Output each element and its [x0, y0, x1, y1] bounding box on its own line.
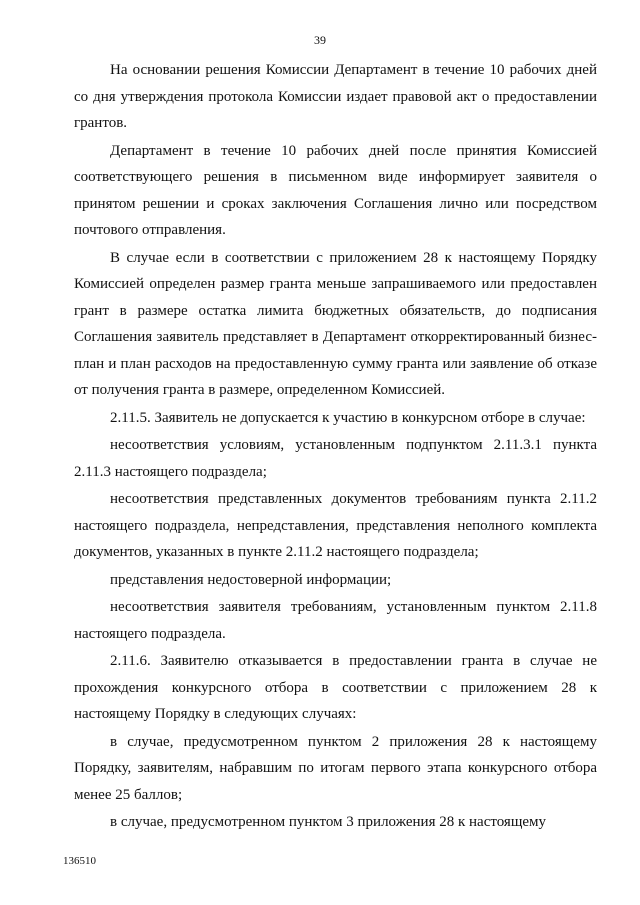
paragraph-reduced-grant: В случае если в соответствии с приложением 28 к настоящему Порядку Комиссией определен размер гранта меньше запрашиваемого или предоставлен грант в размере остатка лимита бюджетных обязательств, до подписания Соглашения заявитель представляет в Департамент откорректированный бизнес-план и план расходов на предоставленную сумму гранта или заявление об отказе от получения гранта в размере, определенном Комиссией.: [74, 249, 597, 398]
paragraph-decision-act: На основании решения Комиссии Департамент в течение 10 рабочих дней со дня утверждения протокола Комиссии издает правовой акт о предоставлении грантов.: [74, 62, 597, 131]
paragraph-applicant-requirements: несоответствия заявителя требованиям, установленным пунктом 2.11.8 настоящего подраздела.: [74, 599, 597, 642]
document-body: [74, 57, 597, 836]
paragraph-condition-mismatch: несоответствия условиям, установленным подпунктом 2.11.3.1 пункта 2.11.3 настоящего подраздела;: [74, 437, 597, 480]
paragraph-2-11-6: 2.11.6. Заявителю отказывается в предоставлении гранта в случае не прохождения конкурсного отбора в соответствии с приложением 28 к настоящему Порядку в следующих случаях:: [74, 653, 597, 722]
paragraph-case-point-2: в случае, предусмотренном пунктом 2 приложения 28 к настоящему Порядку, заявителям, набравшим по итогам первого этапа конкурсного отбора менее 25 баллов;: [74, 733, 597, 803]
page-number: 39: [314, 33, 326, 47]
paragraph-false-info: представления недостоверной информации;: [110, 571, 392, 588]
paragraph-notification: Департамент в течение 10 рабочих дней после принятия Комиссией соответствующего решения в письменном виде информирует заявителя о принятом решении и сроках заключения Соглашения лично или посредством почтового отправления.: [74, 142, 597, 238]
paragraph-2-11-5: 2.11.5. Заявитель не допускается к участию в конкурсном отборе в случае:: [110, 409, 586, 426]
document-code: 136510: [63, 855, 96, 867]
paragraph-documents-mismatch: несоответствия представленных документов требованиям пункта 2.11.2 настоящего подраздела, непредставления, представления неполного комплекта документов, указанных в пункте 2.11.2 настоящего подраздела;: [74, 491, 597, 560]
paragraph-case-point-3: в случае, предусмотренном пунктом 3 приложения 28 к настоящему: [110, 814, 547, 830]
